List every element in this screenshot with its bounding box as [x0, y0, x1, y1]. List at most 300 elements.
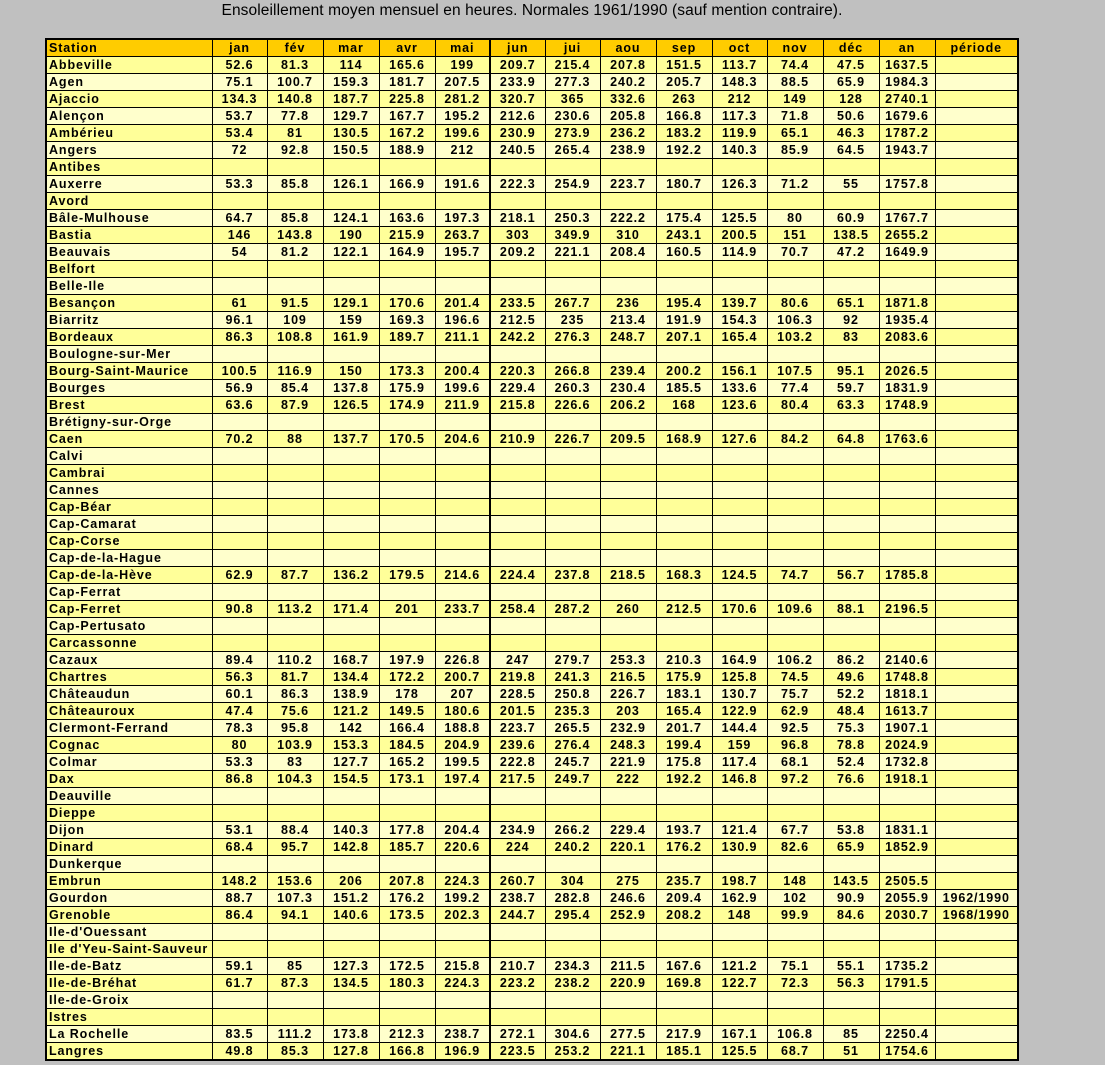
value-cell-jui: 273.9	[545, 125, 600, 142]
table-row	[46, 873, 1018, 890]
value-cell-avr: 175.9	[379, 380, 435, 397]
station-name-cell: Dieppe	[46, 805, 212, 822]
value-cell-jan	[212, 482, 267, 499]
value-cell-jui: 265.5	[545, 720, 600, 737]
column-header-nov: nov	[767, 39, 823, 57]
value-cell-dec	[823, 499, 879, 516]
value-cell-mai: 197.3	[435, 210, 490, 227]
value-cell-jui: 226.7	[545, 431, 600, 448]
value-cell-fev: 110.2	[267, 652, 323, 669]
value-cell-oct: 133.6	[712, 380, 767, 397]
value-cell-jan: 61	[212, 295, 267, 312]
value-cell-periode	[935, 550, 1018, 567]
column-header-station: Station	[46, 39, 212, 57]
value-cell-oct: 124.5	[712, 567, 767, 584]
table-row	[46, 465, 1018, 482]
station-name-cell: Antibes	[46, 159, 212, 176]
value-cell-avr: 169.3	[379, 312, 435, 329]
value-cell-jun	[490, 499, 545, 516]
table-row	[46, 380, 1018, 397]
value-cell-mai: 204.4	[435, 822, 490, 839]
value-cell-periode	[935, 635, 1018, 652]
table-row	[46, 686, 1018, 703]
value-cell-avr	[379, 448, 435, 465]
value-cell-an	[879, 924, 935, 941]
table-row	[46, 414, 1018, 431]
value-cell-dec	[823, 448, 879, 465]
value-cell-fev: 81.2	[267, 244, 323, 261]
value-cell-avr: 173.3	[379, 363, 435, 380]
value-cell-mai	[435, 992, 490, 1009]
value-cell-jun	[490, 482, 545, 499]
value-cell-nov: 106.8	[767, 1026, 823, 1043]
value-cell-jui	[545, 516, 600, 533]
value-cell-an: 1754.6	[879, 1043, 935, 1061]
value-cell-jun: 218.1	[490, 210, 545, 227]
value-cell-mar	[323, 941, 379, 958]
value-cell-jui	[545, 278, 600, 295]
value-cell-avr	[379, 618, 435, 635]
value-cell-jun: 272.1	[490, 1026, 545, 1043]
value-cell-fev	[267, 941, 323, 958]
value-cell-mar: 129.1	[323, 295, 379, 312]
value-cell-avr	[379, 584, 435, 601]
value-cell-mai	[435, 516, 490, 533]
value-cell-jui	[545, 499, 600, 516]
station-name-cell: Abbeville	[46, 57, 212, 74]
value-cell-nov: 106.3	[767, 312, 823, 329]
value-cell-sep: 160.5	[656, 244, 712, 261]
value-cell-aou: 229.4	[600, 822, 656, 839]
value-cell-jui: 295.4	[545, 907, 600, 924]
value-cell-nov: 77.4	[767, 380, 823, 397]
value-cell-jan	[212, 465, 267, 482]
value-cell-jan: 100.5	[212, 363, 267, 380]
value-cell-fev: 77.8	[267, 108, 323, 125]
value-cell-jun	[490, 159, 545, 176]
value-cell-oct: 159	[712, 737, 767, 754]
value-cell-mar: 151.2	[323, 890, 379, 907]
value-cell-nov: 96.8	[767, 737, 823, 754]
value-cell-aou: 226.7	[600, 686, 656, 703]
value-cell-aou	[600, 159, 656, 176]
table-row	[46, 312, 1018, 329]
table-row	[46, 210, 1018, 227]
value-cell-mar: 137.8	[323, 380, 379, 397]
value-cell-fev	[267, 261, 323, 278]
value-cell-nov: 68.7	[767, 1043, 823, 1061]
value-cell-dec: 78.8	[823, 737, 879, 754]
value-cell-an	[879, 941, 935, 958]
station-name-cell: Belle-Ile	[46, 278, 212, 295]
value-cell-periode	[935, 975, 1018, 992]
value-cell-avr: 188.9	[379, 142, 435, 159]
value-cell-mai: 281.2	[435, 91, 490, 108]
value-cell-sep	[656, 635, 712, 652]
value-cell-nov: 80.6	[767, 295, 823, 312]
value-cell-sep: 185.1	[656, 1043, 712, 1061]
value-cell-jun: 233.9	[490, 74, 545, 91]
page-title: Ensoleillement moyen mensuel en heures. Normales 1961/1990 (sauf mention contraire).	[221, 2, 843, 19]
value-cell-an: 1818.1	[879, 686, 935, 703]
value-cell-jun: 212.5	[490, 312, 545, 329]
value-cell-aou	[600, 448, 656, 465]
value-cell-avr: 166.9	[379, 176, 435, 193]
value-cell-an: 1787.2	[879, 125, 935, 142]
value-cell-nov	[767, 465, 823, 482]
value-cell-dec: 53.8	[823, 822, 879, 839]
value-cell-mar: 142	[323, 720, 379, 737]
value-cell-jun: 240.5	[490, 142, 545, 159]
value-cell-an	[879, 533, 935, 550]
value-cell-avr: 176.2	[379, 890, 435, 907]
value-cell-oct: 117.3	[712, 108, 767, 125]
value-cell-mai: 226.8	[435, 652, 490, 669]
value-cell-nov: 106.2	[767, 652, 823, 669]
value-cell-periode	[935, 346, 1018, 363]
value-cell-fev: 107.3	[267, 890, 323, 907]
value-cell-jun: 234.9	[490, 822, 545, 839]
value-cell-an: 1679.6	[879, 108, 935, 125]
value-cell-jui: 365	[545, 91, 600, 108]
value-cell-mar: 173.8	[323, 1026, 379, 1043]
value-cell-avr	[379, 261, 435, 278]
column-header-oct: oct	[712, 39, 767, 57]
value-cell-sep	[656, 805, 712, 822]
value-cell-fev: 116.9	[267, 363, 323, 380]
value-cell-sep: 200.2	[656, 363, 712, 380]
value-cell-mai	[435, 550, 490, 567]
table-row	[46, 261, 1018, 278]
value-cell-an: 1649.9	[879, 244, 935, 261]
value-cell-mar: 206	[323, 873, 379, 890]
value-cell-avr: 173.1	[379, 771, 435, 788]
value-cell-an: 2196.5	[879, 601, 935, 618]
value-cell-mar: 159.3	[323, 74, 379, 91]
table-row	[46, 533, 1018, 550]
value-cell-avr: 164.9	[379, 244, 435, 261]
value-cell-an	[879, 448, 935, 465]
value-cell-an: 2083.6	[879, 329, 935, 346]
value-cell-nov: 102	[767, 890, 823, 907]
value-cell-periode	[935, 312, 1018, 329]
value-cell-periode	[935, 737, 1018, 754]
value-cell-jui: 267.7	[545, 295, 600, 312]
table-row	[46, 329, 1018, 346]
value-cell-sep: 183.1	[656, 686, 712, 703]
value-cell-avr: 170.6	[379, 295, 435, 312]
value-cell-jun	[490, 618, 545, 635]
value-cell-mai	[435, 482, 490, 499]
value-cell-aou: 203	[600, 703, 656, 720]
value-cell-oct: 164.9	[712, 652, 767, 669]
value-cell-avr	[379, 1009, 435, 1026]
value-cell-jui	[545, 992, 600, 1009]
value-cell-oct	[712, 499, 767, 516]
value-cell-jan: 53.7	[212, 108, 267, 125]
value-cell-mai	[435, 261, 490, 278]
value-cell-an: 1984.3	[879, 74, 935, 91]
value-cell-mar	[323, 805, 379, 822]
value-cell-nov: 62.9	[767, 703, 823, 720]
value-cell-jan: 61.7	[212, 975, 267, 992]
value-cell-sep: 192.2	[656, 142, 712, 159]
value-cell-fev: 87.9	[267, 397, 323, 414]
value-cell-mar: 142.8	[323, 839, 379, 856]
value-cell-dec	[823, 278, 879, 295]
sunshine-table	[45, 38, 1019, 1061]
value-cell-sep	[656, 856, 712, 873]
value-cell-an: 2024.9	[879, 737, 935, 754]
value-cell-jui	[545, 584, 600, 601]
value-cell-jun	[490, 414, 545, 431]
value-cell-sep: 193.7	[656, 822, 712, 839]
value-cell-jui: 235.3	[545, 703, 600, 720]
value-cell-an	[879, 618, 935, 635]
value-cell-dec: 88.1	[823, 601, 879, 618]
value-cell-aou: 230.4	[600, 380, 656, 397]
value-cell-sep	[656, 159, 712, 176]
value-cell-jui: 282.8	[545, 890, 600, 907]
value-cell-jui: 230.6	[545, 108, 600, 125]
value-cell-aou	[600, 788, 656, 805]
table-body	[46, 57, 1018, 1061]
value-cell-mai: 199.2	[435, 890, 490, 907]
value-cell-avr: 172.5	[379, 958, 435, 975]
station-name-cell: Bastia	[46, 227, 212, 244]
value-cell-dec	[823, 550, 879, 567]
value-cell-periode	[935, 482, 1018, 499]
value-cell-oct: 114.9	[712, 244, 767, 261]
value-cell-jun: 201.5	[490, 703, 545, 720]
value-cell-fev: 87.3	[267, 975, 323, 992]
value-cell-jui: 287.2	[545, 601, 600, 618]
value-cell-fev	[267, 584, 323, 601]
value-cell-jan: 90.8	[212, 601, 267, 618]
value-cell-avr: 212.3	[379, 1026, 435, 1043]
value-cell-sep: 180.7	[656, 176, 712, 193]
value-cell-nov: 103.2	[767, 329, 823, 346]
value-cell-jan: 72	[212, 142, 267, 159]
value-cell-avr: 165.6	[379, 57, 435, 74]
station-name-cell: Cap-Corse	[46, 533, 212, 550]
value-cell-dec: 76.6	[823, 771, 879, 788]
value-cell-dec	[823, 924, 879, 941]
value-cell-an	[879, 992, 935, 1009]
value-cell-an	[879, 788, 935, 805]
value-cell-jui: 279.7	[545, 652, 600, 669]
station-name-cell: Brétigny-sur-Orge	[46, 414, 212, 431]
value-cell-aou	[600, 584, 656, 601]
value-cell-mai: 201.4	[435, 295, 490, 312]
value-cell-jun: 210.9	[490, 431, 545, 448]
value-cell-aou	[600, 261, 656, 278]
value-cell-dec: 49.6	[823, 669, 879, 686]
table-row	[46, 907, 1018, 924]
value-cell-an: 1613.7	[879, 703, 935, 720]
table-row	[46, 1009, 1018, 1026]
value-cell-dec	[823, 618, 879, 635]
value-cell-sep: 199.4	[656, 737, 712, 754]
value-cell-sep	[656, 584, 712, 601]
value-cell-fev	[267, 448, 323, 465]
value-cell-aou	[600, 856, 656, 873]
value-cell-nov: 67.7	[767, 822, 823, 839]
station-name-cell: Boulogne-sur-Mer	[46, 346, 212, 363]
value-cell-mai: 180.6	[435, 703, 490, 720]
value-cell-an	[879, 193, 935, 210]
value-cell-dec	[823, 482, 879, 499]
column-header-dec: déc	[823, 39, 879, 57]
value-cell-sep: 185.5	[656, 380, 712, 397]
column-header-mar: mar	[323, 39, 379, 57]
value-cell-avr	[379, 992, 435, 1009]
value-cell-nov: 109.6	[767, 601, 823, 618]
value-cell-jui: 221.1	[545, 244, 600, 261]
value-cell-sep: 183.2	[656, 125, 712, 142]
value-cell-nov: 149	[767, 91, 823, 108]
value-cell-nov: 71.2	[767, 176, 823, 193]
table-row	[46, 159, 1018, 176]
table-row	[46, 176, 1018, 193]
value-cell-oct	[712, 533, 767, 550]
value-cell-aou: 209.5	[600, 431, 656, 448]
value-cell-jun: 233.5	[490, 295, 545, 312]
value-cell-aou: 277.5	[600, 1026, 656, 1043]
value-cell-oct	[712, 618, 767, 635]
value-cell-fev: 100.7	[267, 74, 323, 91]
value-cell-jan	[212, 499, 267, 516]
value-cell-mar: 114	[323, 57, 379, 74]
station-name-cell: Biarritz	[46, 312, 212, 329]
value-cell-jui	[545, 1009, 600, 1026]
value-cell-jan	[212, 941, 267, 958]
value-cell-periode	[935, 159, 1018, 176]
value-cell-dec	[823, 1009, 879, 1026]
value-cell-aou: 253.3	[600, 652, 656, 669]
value-cell-aou	[600, 805, 656, 822]
table-row	[46, 669, 1018, 686]
value-cell-mar	[323, 414, 379, 431]
value-cell-periode	[935, 397, 1018, 414]
value-cell-an	[879, 278, 935, 295]
value-cell-periode	[935, 57, 1018, 74]
value-cell-aou	[600, 941, 656, 958]
value-cell-jui	[545, 261, 600, 278]
value-cell-aou: 260	[600, 601, 656, 618]
value-cell-mai: 220.6	[435, 839, 490, 856]
value-cell-an: 1767.7	[879, 210, 935, 227]
value-cell-jui: 260.3	[545, 380, 600, 397]
value-cell-jui	[545, 635, 600, 652]
value-cell-dec: 75.3	[823, 720, 879, 737]
value-cell-mar: 171.4	[323, 601, 379, 618]
value-cell-mar: 130.5	[323, 125, 379, 142]
value-cell-oct: 170.6	[712, 601, 767, 618]
value-cell-jui: 266.2	[545, 822, 600, 839]
value-cell-fev	[267, 482, 323, 499]
value-cell-nov: 65.1	[767, 125, 823, 142]
value-cell-dec: 59.7	[823, 380, 879, 397]
value-cell-mai	[435, 448, 490, 465]
value-cell-jun	[490, 278, 545, 295]
value-cell-jan: 53.1	[212, 822, 267, 839]
value-cell-aou	[600, 193, 656, 210]
value-cell-avr: 165.2	[379, 754, 435, 771]
value-cell-dec: 85	[823, 1026, 879, 1043]
value-cell-an: 1637.5	[879, 57, 935, 74]
value-cell-jui	[545, 618, 600, 635]
value-cell-jan: 53.3	[212, 754, 267, 771]
value-cell-nov	[767, 805, 823, 822]
value-cell-avr: 166.4	[379, 720, 435, 737]
value-cell-mai: 238.7	[435, 1026, 490, 1043]
value-cell-jui: 304	[545, 873, 600, 890]
value-cell-dec	[823, 414, 879, 431]
value-cell-avr: 177.8	[379, 822, 435, 839]
value-cell-periode	[935, 176, 1018, 193]
value-cell-jui: 266.8	[545, 363, 600, 380]
table-row	[46, 1043, 1018, 1061]
value-cell-mar	[323, 465, 379, 482]
value-cell-mar: 121.2	[323, 703, 379, 720]
value-cell-dec	[823, 159, 879, 176]
value-cell-an: 1763.6	[879, 431, 935, 448]
value-cell-periode	[935, 516, 1018, 533]
value-cell-dec: 92	[823, 312, 879, 329]
value-cell-sep: 175.8	[656, 754, 712, 771]
value-cell-periode	[935, 363, 1018, 380]
table-row	[46, 584, 1018, 601]
value-cell-mai	[435, 635, 490, 652]
station-name-cell: Embrun	[46, 873, 212, 890]
value-cell-dec	[823, 992, 879, 1009]
value-cell-fev	[267, 1009, 323, 1026]
value-cell-mai: 200.7	[435, 669, 490, 686]
value-cell-mar	[323, 788, 379, 805]
station-name-cell: La Rochelle	[46, 1026, 212, 1043]
table-row	[46, 703, 1018, 720]
value-cell-nov	[767, 635, 823, 652]
value-cell-periode	[935, 142, 1018, 159]
value-cell-an: 2655.2	[879, 227, 935, 244]
value-cell-jui: 237.8	[545, 567, 600, 584]
value-cell-mar	[323, 159, 379, 176]
value-cell-mai: 195.2	[435, 108, 490, 125]
value-cell-jui	[545, 788, 600, 805]
value-cell-oct: 140.3	[712, 142, 767, 159]
value-cell-jun	[490, 550, 545, 567]
value-cell-oct: 198.7	[712, 873, 767, 890]
value-cell-oct: 154.3	[712, 312, 767, 329]
value-cell-jun	[490, 805, 545, 822]
value-cell-jan: 47.4	[212, 703, 267, 720]
value-cell-aou	[600, 465, 656, 482]
value-cell-mar	[323, 516, 379, 533]
value-cell-mar: 134.4	[323, 669, 379, 686]
value-cell-dec	[823, 635, 879, 652]
value-cell-oct: 139.7	[712, 295, 767, 312]
value-cell-mai: 224.3	[435, 975, 490, 992]
value-cell-jan: 52.6	[212, 57, 267, 74]
table-row	[46, 771, 1018, 788]
value-cell-dec: 52.2	[823, 686, 879, 703]
value-cell-nov	[767, 584, 823, 601]
station-name-cell: Ile-de-Groix	[46, 992, 212, 1009]
value-cell-dec: 50.6	[823, 108, 879, 125]
value-cell-mar	[323, 584, 379, 601]
value-cell-an	[879, 584, 935, 601]
